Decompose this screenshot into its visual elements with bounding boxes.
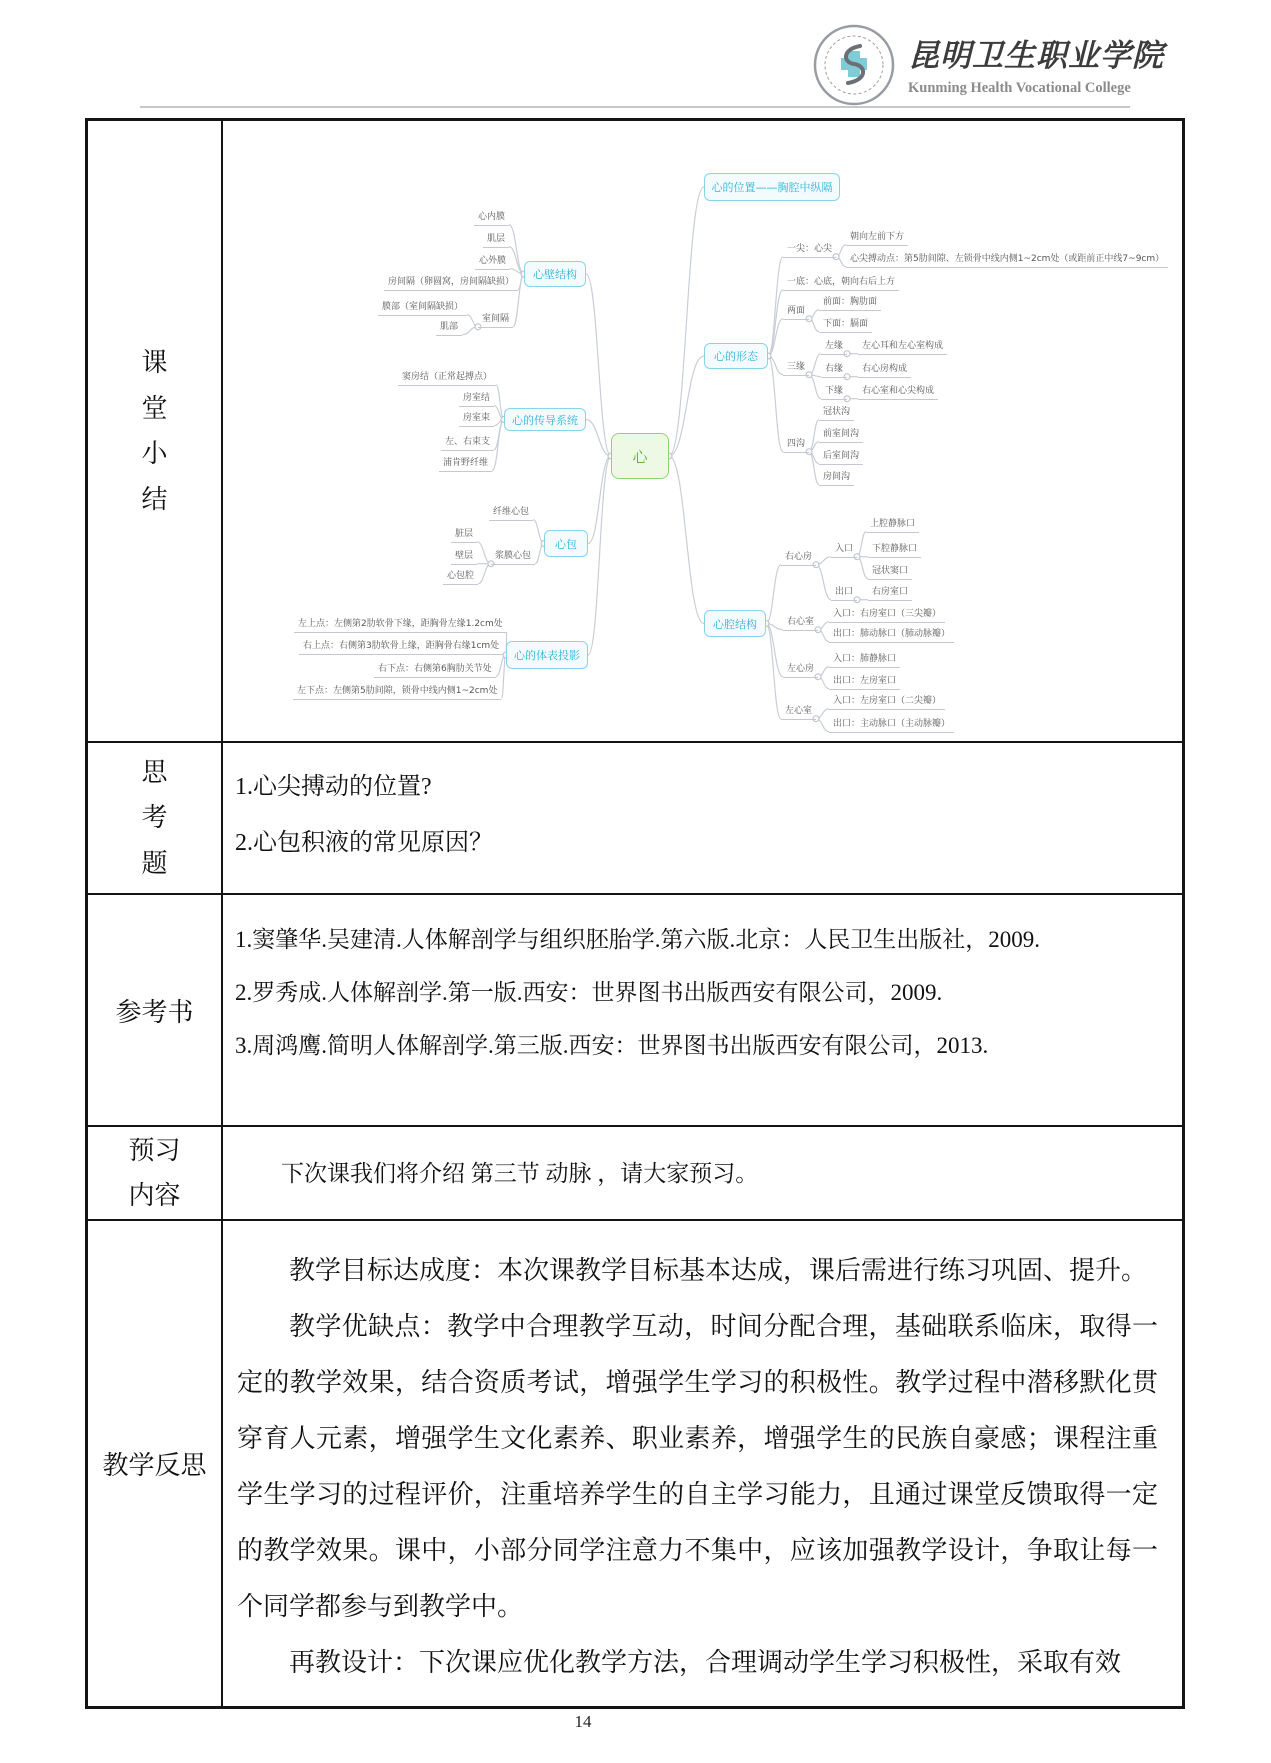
mindmap-leaf: 左上点：左侧第2肋软骨下缘，距胸骨左缘1.2cm处 bbox=[294, 618, 507, 633]
mindmap-leaf: 四沟 bbox=[783, 438, 809, 453]
row-label-preview: 预习内容 bbox=[128, 1135, 181, 1210]
mindmap-leaf: 右心室 bbox=[783, 616, 818, 631]
row-label-questions: 思考题 bbox=[141, 757, 168, 878]
mindmap-leaf: 右房室口 bbox=[868, 586, 912, 601]
row-label-cell bbox=[88, 1221, 223, 1706]
reference-item: 2.罗秀成.人体解剖学.第一版.西安：世界图书出版西安有限公司，2009. bbox=[235, 980, 943, 1005]
mindmap-leaf: 出口：主动脉口（主动脉瓣） bbox=[829, 718, 954, 733]
lesson-plan-table bbox=[85, 118, 1185, 1709]
mindmap-leaf: 心包腔 bbox=[443, 570, 478, 585]
mindmap-leaf: 左心房 bbox=[783, 663, 818, 678]
mindmap-leaf: 后室间沟 bbox=[819, 450, 863, 465]
mindmap-node-conduction-system: 心的传导系统 bbox=[504, 408, 586, 431]
mindmap-node-pericardium: 心包 bbox=[544, 530, 588, 557]
reference-item: 1.窦肇华.吴建清.人体解剖学与组织胚胎学.第六版.北京：人民卫生出版社，2009. bbox=[235, 927, 1040, 952]
mindmap-leaf: 左、右束支 bbox=[441, 436, 494, 451]
mindmap-leaf: 室间隔 bbox=[478, 313, 513, 328]
row-label-cell bbox=[88, 121, 223, 741]
mindmap-leaf: 右缘 bbox=[821, 363, 847, 378]
mindmap-leaf: 右下点：右侧第6胸肋关节处 bbox=[374, 663, 496, 678]
mindmap-leaf: 左心耳和左心室构成 bbox=[858, 340, 947, 355]
mindmap-leaf: 房室结 bbox=[459, 392, 494, 407]
page-number: 14 bbox=[574, 1712, 592, 1731]
row-reflection bbox=[88, 1221, 1182, 1706]
row-label-cell bbox=[88, 1127, 223, 1219]
question-item: 2.心包积液的常见原因？ bbox=[235, 830, 493, 856]
reflection-paragraph: 教学目标达成度：本次课教学目标基本达成，课后需进行练习巩固、提升。 bbox=[289, 1256, 1148, 1285]
mindmap-leaf: 浆膜心包 bbox=[491, 550, 535, 565]
college-name-cn: 昆明卫生职业学院 bbox=[908, 38, 1164, 74]
questions-cell bbox=[223, 743, 1182, 893]
mindmap-node-heart-wall: 心壁结构 bbox=[524, 261, 586, 287]
page-header bbox=[0, 0, 1271, 110]
row-preview bbox=[88, 1127, 1182, 1221]
mindmap-leaf: 房室束 bbox=[459, 412, 494, 427]
row-questions bbox=[88, 743, 1182, 895]
mindmap-leaf: 前室间沟 bbox=[819, 428, 863, 443]
mindmap-leaf: 左下点：左侧第5肋间隙，锁骨中线内侧1~2cm处 bbox=[293, 685, 501, 700]
references-cell bbox=[223, 895, 1182, 1125]
mindmap-leaf: 膜部（室间隔缺损） bbox=[378, 301, 467, 316]
college-brand bbox=[908, 30, 1164, 97]
mindmap-node-heart-shape: 心的形态 bbox=[704, 343, 768, 369]
row-label-reflection: 教学反思 bbox=[102, 1451, 207, 1480]
mindmap-leaf: 前面：胸肋面 bbox=[819, 296, 881, 311]
mindmap-leaf: 脏层 bbox=[451, 528, 477, 543]
mindmap-leaf: 房间隔（卵圆窝，房间隔缺损） bbox=[384, 276, 518, 291]
mindmap-leaf: 冠状沟 bbox=[819, 406, 854, 421]
reflection-cell bbox=[223, 1221, 1182, 1706]
mindmap-leaf: 房间沟 bbox=[819, 471, 854, 486]
mindmap-leaf: 心外膜 bbox=[475, 255, 510, 270]
mindmap-node-heart-position: 心的位置——胸腔中纵隔 bbox=[704, 173, 840, 201]
mindmap-leaf: 出口：肺动脉口（肺动脉瓣） bbox=[829, 628, 954, 643]
mindmap-cell bbox=[223, 121, 1182, 741]
mindmap-leaf: 一尖：心尖 bbox=[783, 243, 836, 258]
heart-mindmap bbox=[223, 121, 1184, 737]
mindmap-leaf: 朝向左前下方 bbox=[846, 231, 908, 246]
reflection-paragraph: 教学优缺点：教学中合理教学互动，时间分配合理，基础联系临床，取得一定的教学效果，结合资质考试，增强学生学习的积极性。教学过程中潜移默化贯穿育人元素，增强学生文化素养、职业素养，增强学生的民族自豪感；课程注重学生学习的过程评价，注重培养学生的自主学习能力，且通过课堂反馈取得一定的教学效果。课中，小部分同学注意力不集中，应该加强教学设计，争取让每一个同学都参与到教学中。 bbox=[237, 1312, 1158, 1621]
mindmap-leaf: 入口：肺静脉口 bbox=[829, 653, 900, 668]
college-name-en: Kunming Health Vocational College bbox=[908, 80, 1131, 96]
row-label-cell bbox=[88, 895, 223, 1125]
row-label-references: 参考书 bbox=[115, 997, 194, 1027]
college-seal-icon bbox=[813, 24, 895, 106]
preview-cell bbox=[223, 1127, 1182, 1219]
preview-text: 下次课我们将介绍 第三节 动脉 ，请大家预习。 bbox=[281, 1161, 759, 1186]
mindmap-leaf: 两面 bbox=[783, 305, 809, 320]
mindmap-leaf: 出口 bbox=[831, 586, 857, 601]
mindmap-leaf: 一底：心底，朝向右后上方 bbox=[783, 276, 899, 291]
row-references bbox=[88, 895, 1182, 1127]
mindmap-leaf: 三缘 bbox=[783, 361, 809, 376]
mindmap-leaf: 右心房构成 bbox=[858, 363, 911, 378]
mindmap-center-heart: 心 bbox=[611, 433, 669, 479]
mindmap-leaf: 纤维心包 bbox=[489, 506, 533, 521]
mindmap-leaf: 下腔静脉口 bbox=[868, 543, 921, 558]
mindmap-leaf: 心尖搏动点：第5肋间隙、左锁骨中线内侧1~2cm处（或距前正中线7~9cm） bbox=[846, 253, 1168, 268]
mindmap-leaf: 左心室 bbox=[781, 705, 816, 720]
header-divider bbox=[140, 106, 1130, 108]
mindmap-leaf: 冠状窦口 bbox=[868, 565, 912, 580]
mindmap-leaf: 右心房 bbox=[781, 551, 816, 566]
row-label-summary: 课堂小结 bbox=[141, 348, 168, 514]
reflection-paragraph: 再教设计：下次课应优化教学方法，合理调动学生学习积极性，采取有效 bbox=[289, 1648, 1122, 1677]
mindmap-leaf: 窦房结（正常起搏点） bbox=[398, 371, 496, 386]
mindmap-leaf: 下缘 bbox=[821, 385, 847, 400]
mindmap-leaf: 出口：左房室口 bbox=[829, 675, 900, 690]
mindmap-leaf: 下面：膈面 bbox=[819, 318, 872, 333]
mindmap-leaf: 浦肯野纤维 bbox=[439, 457, 492, 472]
mindmap-node-surface-projection: 心的体表投影 bbox=[506, 641, 588, 669]
mindmap-leaf: 入口：右房室口（三尖瓣） bbox=[829, 608, 945, 623]
reference-item: 3.周鸿鹰.简明人体解剖学.第三版.西安：世界图书出版西安有限公司，2013. bbox=[235, 1033, 989, 1058]
mindmap-leaf: 肌层 bbox=[483, 233, 509, 248]
mindmap-leaf: 上腔静脉口 bbox=[866, 518, 919, 533]
mindmap-leaf: 入口：左房室口（二尖瓣） bbox=[829, 695, 945, 710]
mindmap-leaf: 右上点：右侧第3肋软骨上缘，距胸骨右缘1cm处 bbox=[299, 640, 503, 655]
mindmap-leaf: 右心室和心尖构成 bbox=[858, 385, 938, 400]
mindmap-leaf: 左缘 bbox=[821, 340, 847, 355]
mindmap-leaf: 肌部 bbox=[436, 321, 462, 336]
mindmap-node-heart-chambers: 心腔结构 bbox=[704, 610, 766, 637]
mindmap-leaf: 心内膜 bbox=[474, 211, 509, 226]
row-class-summary bbox=[88, 121, 1182, 743]
mindmap-leaf: 壁层 bbox=[451, 550, 477, 565]
row-label-cell bbox=[88, 743, 223, 893]
question-item: 1.心尖搏动的位置? bbox=[235, 774, 432, 800]
mindmap-leaf: 入口 bbox=[831, 543, 857, 558]
